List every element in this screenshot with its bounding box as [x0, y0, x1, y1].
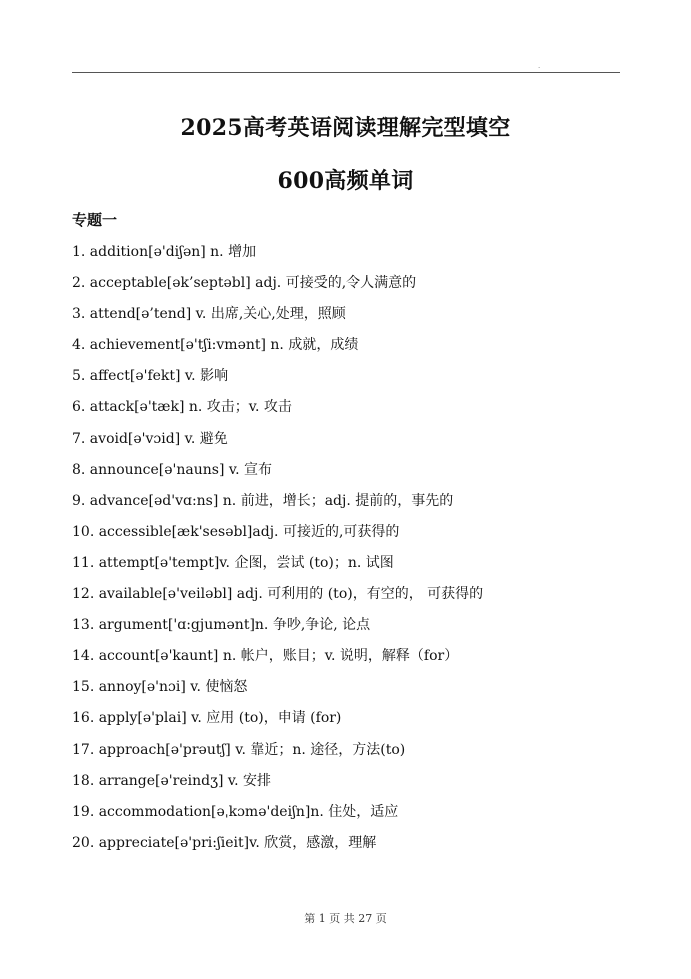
vocabulary-entry: 8. announce[ə'nauns] v. 宣布: [72, 461, 273, 478]
document-title: 2025高考英语阅读理解完型填空: [180, 115, 511, 141]
vocabulary-entry: 5. affect[ə'fekt] v. 影响: [72, 368, 229, 385]
vocabulary-entry: 17. approach[ə'prəutʃ] v. 靠近；n. 途径，方法(to): [72, 741, 406, 758]
vocabulary-entry: 13. argument['ɑ:gjumənt]n. 争吵,争论, 论点: [72, 617, 371, 634]
vocabulary-entry: 4. achievement[ə'tʃi:vmənt] n. 成就，成绩: [72, 337, 359, 354]
vocabulary-entry: 18. arrange[ə'reindʒ] v. 安排: [72, 772, 272, 789]
vocabulary-entry: 14. account[ə'kaunt] n. 帐户，账目；v. 说明，解释（for）: [72, 648, 459, 665]
page-number: 第 1 页 共 27 页: [304, 912, 387, 925]
vocabulary-entry: 12. available[ə'veiləbl] adj. 可利用的 (to)，有空的， 可获得的: [72, 586, 484, 603]
vocabulary-entry: 11. attempt[ə'tempt]v. 企图，尝试 (to)；n. 试图: [72, 554, 394, 571]
vocabulary-entry: 9. advance[əd'vɑ:ns] n. 前进，增长；adj. 提前的，事先的: [72, 492, 454, 509]
vocabulary-entry: 20. appreciate[ə'pri:ʃieit]v. 欣赏，感激，理解: [72, 834, 377, 851]
document-subtitle: 600高频单词: [277, 168, 414, 194]
vocabulary-entry: 2. acceptable[ək’septəbl] adj. 可接受的,令人满意的: [72, 275, 417, 292]
header-mark: .: [538, 62, 541, 70]
vocabulary-entry: 15. annoy[ə'nɔi] v. 使恼怒: [72, 679, 248, 696]
vocabulary-entry: 10. accessible[æk'sesəbl]adj. 可接近的,可获得的: [72, 523, 400, 540]
vocabulary-list: [72, 241, 632, 863]
vocabulary-entry: 16. apply[ə'plai] v. 应用 (to)，申请 (for): [72, 710, 342, 727]
vocabulary-entry: 1. addition[ə'diʃən] n. 增加: [72, 244, 257, 260]
vocabulary-entry: 3. attend[ə’tend] v. 出席,关心,处理，照顾: [72, 306, 346, 323]
vocabulary-entry: 6. attack[ə'tæk] n. 攻击；v. 攻击: [72, 399, 292, 416]
header-rule: [72, 72, 620, 73]
vocabulary-entry: 19. accommodation[əˌkɔmə'deiʃn]n. 住处，适应: [72, 803, 399, 820]
section-heading: 专题一: [72, 211, 118, 229]
vocabulary-entry: 7. avoid[ə'vɔid] v. 避免: [72, 430, 228, 447]
